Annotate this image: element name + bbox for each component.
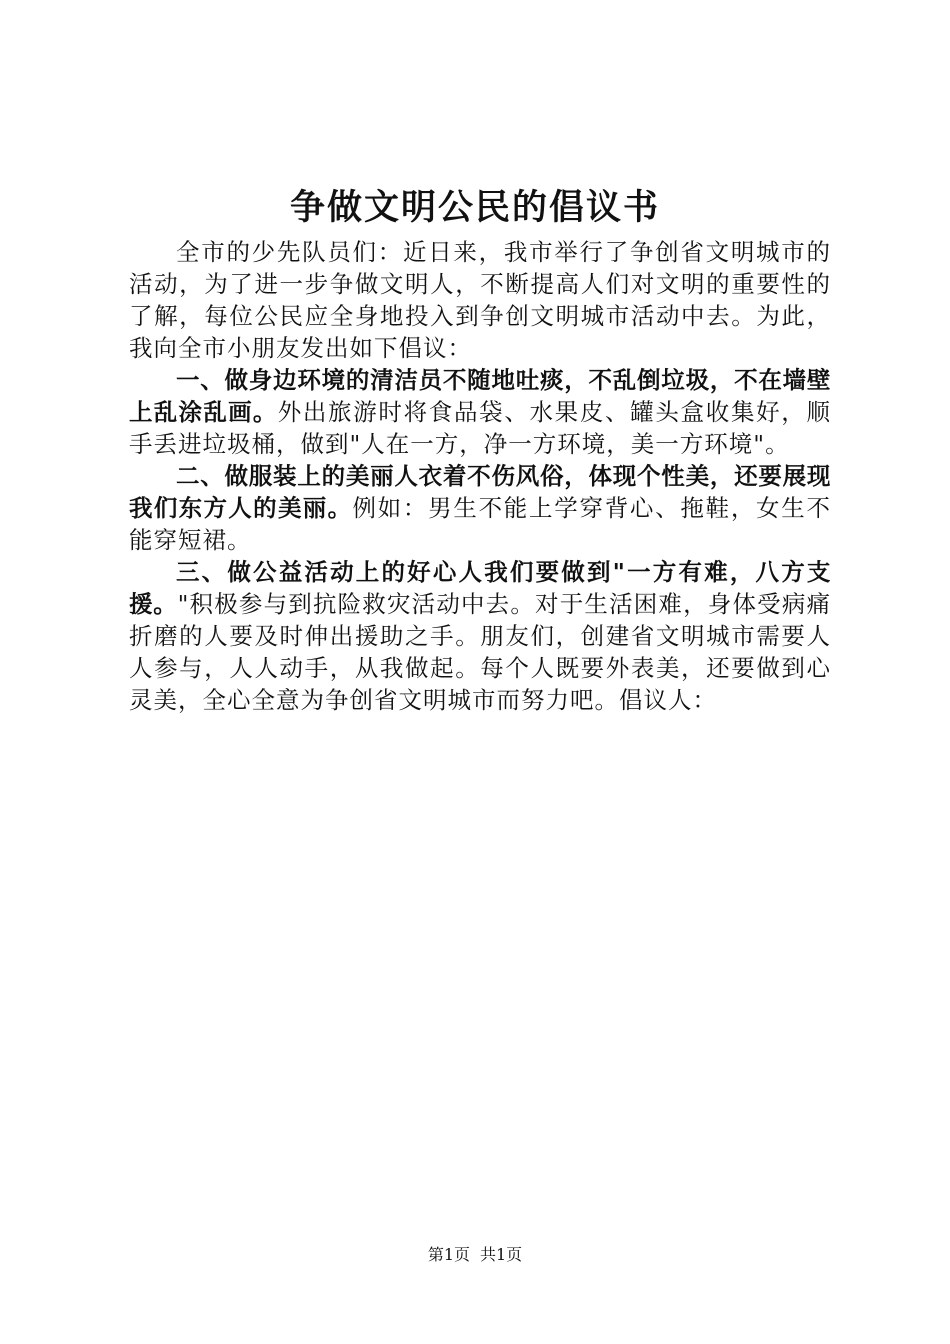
- paragraph-text: 全市的少先队员们：近日来，我市举行了争创省文明城市的活动，为了进一步争做文明人，不断提高人们对文明的重要性的了解，每位公民应全身地投入到争创文明城市活动中去。为此，我向全市小朋友发出如下倡议：: [129, 238, 831, 362]
- document-body: [129, 236, 831, 716]
- paragraph-text: 外出旅游时将食品袋、水果皮、罐头盒收集好，顺手丢进垃圾桶，做到"人在一方，净一方环境，美一方环境"。: [129, 398, 831, 458]
- paragraph-proposal-2: [129, 460, 831, 556]
- paragraph-text: "积极参与到抗险救灾活动中去。对于生活困难，身体受病痛折磨的人要及时伸出援助之手。朋友们，创建省文明城市需要人人参与，人人动手，从我做起。每个人既要外表美，还要做到心灵美，全心全意为争创省文明城市而努力吧。倡议人：: [129, 590, 831, 714]
- page-number-total: 共1页: [480, 1245, 523, 1264]
- paragraph-proposal-1: [129, 364, 831, 460]
- document-title: 争做文明公民的倡议书: [289, 188, 660, 228]
- paragraph-lead: 一、做身边环境的清洁员不随地吐痰，不乱倒垃圾，不在墙壁上乱涂乱画。: [129, 366, 831, 426]
- paragraph-greeting: [129, 236, 831, 364]
- paragraph-lead: 二、做服装上的美丽人衣着不伤风俗，体现个性美，还要展现我们东方人的美丽。: [129, 462, 831, 522]
- page-footer: [0, 1244, 950, 1266]
- paragraph-proposal-3: [129, 556, 831, 716]
- page-number-current: 第1页: [427, 1245, 470, 1264]
- paragraph-lead: 三、做公益活动上的好心人我们要做到"一方有难，八方支援。: [129, 558, 831, 618]
- paragraph-text: 例如：男生不能上学穿背心、拖鞋，女生不能穿短裙。: [129, 494, 831, 554]
